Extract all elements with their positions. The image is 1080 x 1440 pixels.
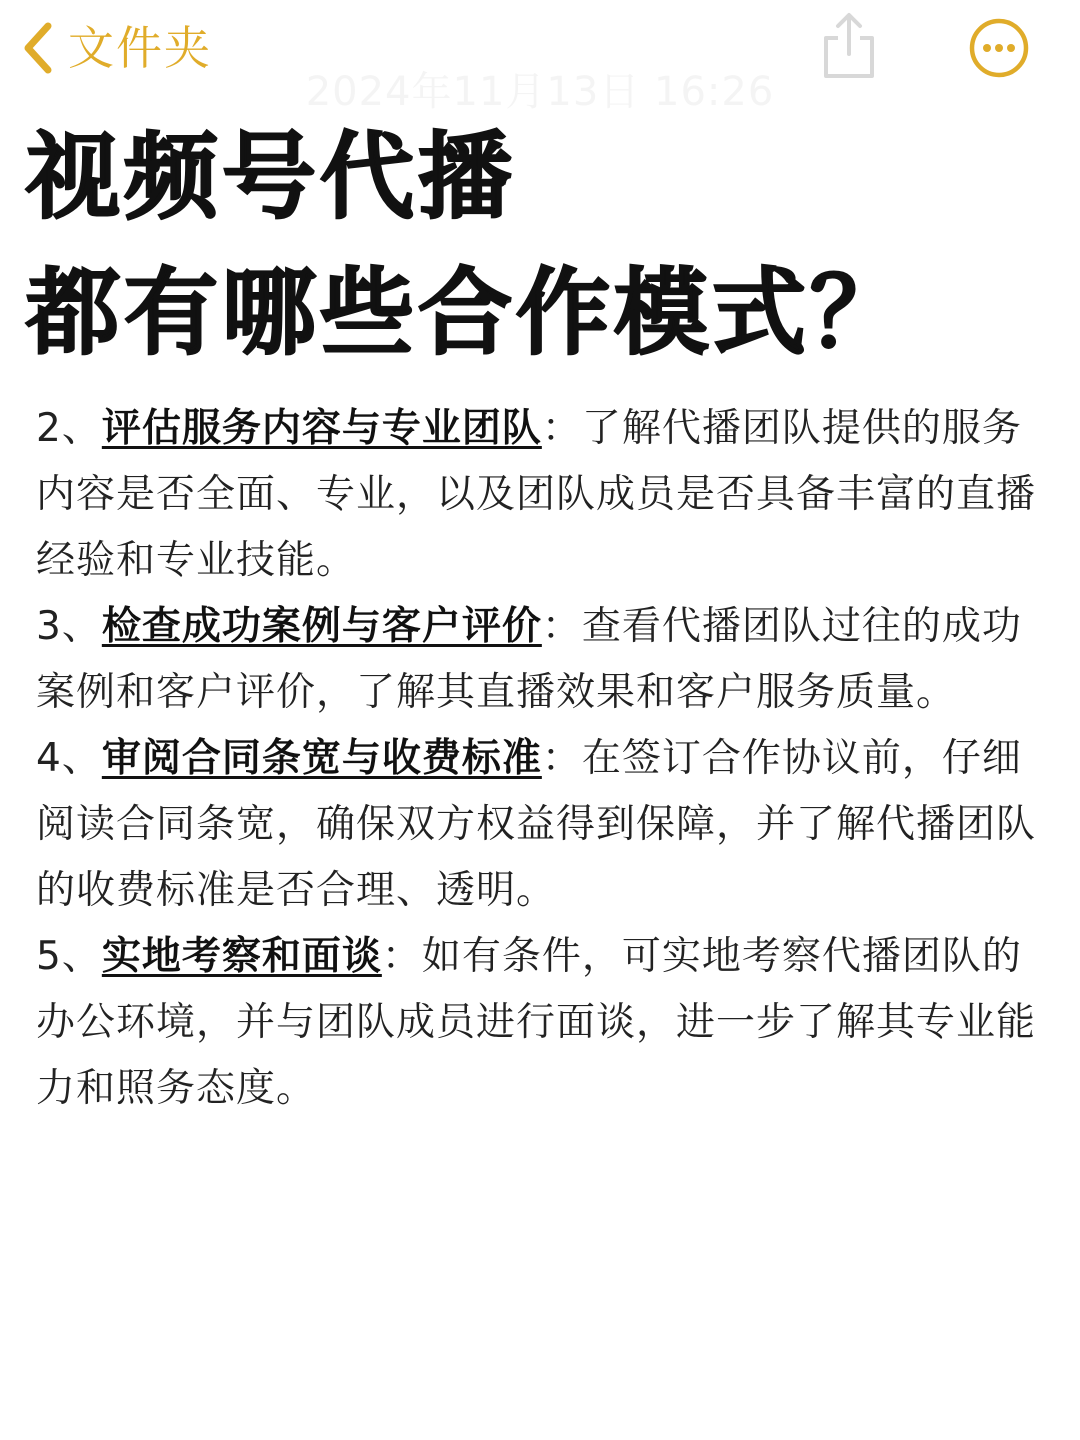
item-body: 如有条件，可实地考察代播团队的办公环境，并与团队成员进行面谈，进一步了解其专业能力和照务态度。: [36, 934, 1037, 1111]
item-colon: ：: [541, 406, 582, 451]
more-icon: [968, 64, 1030, 83]
list-item: [36, 396, 1036, 594]
item-number: 4、: [36, 736, 102, 781]
more-options-button[interactable]: [968, 17, 1030, 79]
back-label: 文件夹: [68, 21, 212, 75]
item-heading: 审阅合同条宽与收费标准: [101, 736, 542, 781]
item-number: 3、: [36, 604, 102, 649]
item-number: 5、: [36, 934, 102, 979]
item-heading: 实地考察和面谈: [101, 934, 382, 979]
item-colon: ：: [541, 736, 582, 781]
list-item: [36, 924, 1036, 1122]
note-body: [36, 396, 1036, 1122]
item-number: 2、: [36, 406, 102, 451]
item-body: 查看代播团队过往的成功案例和客户评价，了解其直播效果和客户服务质量。: [36, 604, 1022, 715]
list-item: [36, 594, 1036, 726]
item-colon: ：: [381, 934, 422, 979]
note-title: [26, 110, 1066, 382]
note-timestamp: 2024年11月13日 16:26: [305, 69, 775, 115]
item-colon: ：: [541, 604, 582, 649]
share-icon: [818, 67, 880, 86]
list-item: [36, 726, 1036, 924]
title-line-2: 都有哪些合作模式？: [26, 259, 909, 368]
share-button[interactable]: [818, 10, 880, 82]
title-line-1: 视频号代播: [26, 123, 517, 232]
item-body: 了解代播团队提供的服务内容是否全面、专业，以及团队成员是否具备丰富的直播经验和专业技能。: [36, 406, 1037, 583]
item-body: 在签订合作协议前，仔细阅读合同条宽，确保双方权益得到保障，并了解代播团队的收费标准是否合理、透明。: [36, 736, 1037, 913]
item-heading: 评估服务内容与专业团队: [101, 406, 542, 451]
item-heading: 检查成功案例与客户评价: [101, 604, 542, 649]
